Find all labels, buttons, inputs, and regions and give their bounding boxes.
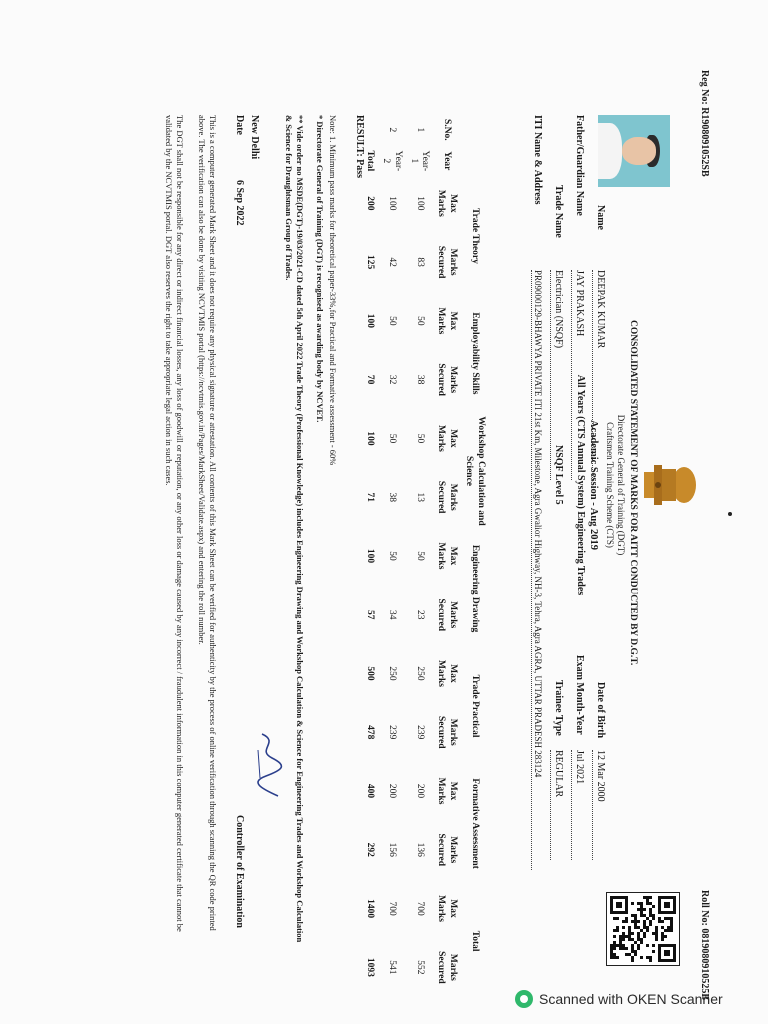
speck bbox=[728, 512, 732, 516]
note-awarding-body: * Directorate General of Training (DGT) is recognised as awarding body by NCVET. bbox=[315, 115, 325, 423]
max-marks-header: Max Marks bbox=[436, 189, 459, 217]
trade-value: Electrician (NSQF) bbox=[551, 270, 565, 480]
group-practical: Trade Practical bbox=[470, 674, 481, 738]
marks-secured-header: Marks Secured bbox=[436, 951, 459, 984]
mark-cell: 136 bbox=[414, 842, 425, 857]
iti-label: ITI Name & Address bbox=[532, 115, 543, 205]
total-cell: 100 bbox=[365, 431, 375, 446]
marks-secured-header: Marks Secured bbox=[436, 833, 459, 867]
total-row bbox=[361, 115, 377, 1000]
directorate-line: Directorate General of Training (DGT) bbox=[616, 414, 626, 556]
scheme-line: Craftsmen Training Scheme (CTS) bbox=[605, 422, 615, 548]
mark-cell: 83 bbox=[414, 257, 425, 267]
note-pass-marks: Note: 1. Minimum pass marks for theoretical paper-33%,for Practical and Formative assessment - 60% bbox=[328, 115, 338, 466]
total-cell: 125 bbox=[365, 255, 375, 270]
sno-header: S.No. bbox=[442, 119, 453, 141]
mark-cell: 34 bbox=[386, 609, 397, 620]
mark-cell: 239 bbox=[414, 725, 425, 740]
oken-logo-icon bbox=[515, 990, 533, 1008]
father-label: Father/Guardian Name bbox=[574, 115, 585, 216]
dob-label: Date of Birth bbox=[595, 682, 606, 739]
result-text: RESULT: Pass bbox=[354, 115, 365, 179]
mark-cell: 250 bbox=[414, 666, 425, 681]
marks-secured-header: Marks Secured bbox=[436, 480, 459, 514]
total-cell: 478 bbox=[365, 725, 375, 740]
total-cell: 57 bbox=[365, 609, 375, 620]
exam-label: Exam Month-Year bbox=[574, 655, 585, 735]
father-value: JAY PRAKASH bbox=[572, 270, 586, 480]
row-sno: 1 bbox=[414, 127, 425, 133]
total-label: Total bbox=[365, 150, 375, 172]
mark-cell: 50 bbox=[414, 551, 425, 561]
mark-cell: 50 bbox=[414, 433, 425, 444]
date-label: Date bbox=[234, 115, 245, 135]
group-employability: Employability Skills bbox=[470, 312, 481, 395]
group-drawing: Engineering Drawing bbox=[470, 544, 481, 633]
mark-cell: 239 bbox=[386, 725, 397, 740]
document-title: CONSOLIDATED STATEMENT OF MARKS FOR AITT CONDUCTED BY D.G.T. bbox=[628, 320, 638, 666]
group-formative: Formative Assessment bbox=[470, 778, 481, 869]
scanner-text: Scanned with OKEN Scanner bbox=[539, 991, 723, 1007]
table-row bbox=[377, 115, 405, 1000]
note-order: ** Vide order no MSDE(DGT)-19/03/2021-CD dated 5th April 2022 Trade Theory (Professional Knowledge) includes Engineering Drawing and Workshop Calculation & Science for Engineering Trades and Workshop Calculation & Science for Draughtsman Group of Trades. bbox=[284, 115, 305, 943]
place-text: New Delhi bbox=[249, 115, 260, 160]
name-label: Name bbox=[595, 205, 606, 230]
trainee-value: REGULAR bbox=[551, 750, 565, 860]
disclaimer-liability: The DGT shall not be responsible for any direct or indirect financial losses, any loss of goodwill or reputation, or any other loss or damage caused by any incorrect / fraudulent information in this computer generated certificate that cannot be validated by the NCVTMIS portal. DGT also reserves the right to take appropriate legal action in such cases. bbox=[164, 115, 185, 932]
marks-secured-header: Marks Secured bbox=[436, 363, 459, 396]
row-year: Year-1 bbox=[408, 150, 431, 172]
year-header: Year bbox=[442, 151, 453, 171]
scanner-watermark bbox=[515, 990, 723, 1008]
mark-cell: 156 bbox=[386, 842, 397, 857]
years-line: All Years (CTS Annual System) Engineering Trades bbox=[575, 374, 586, 596]
mark-cell: 541 bbox=[386, 960, 397, 975]
exam-value: Jul 2021 bbox=[572, 750, 586, 860]
dob-value: 12 Mar 2000 bbox=[593, 750, 607, 860]
qr-code bbox=[606, 892, 680, 966]
total-cell: 292 bbox=[365, 842, 375, 857]
mark-cell: 38 bbox=[414, 374, 425, 385]
date-value: 6 Sep 2022 bbox=[234, 180, 245, 226]
candidate-photo bbox=[598, 115, 670, 187]
mark-cell: 700 bbox=[414, 901, 425, 916]
mark-cell: 552 bbox=[414, 960, 425, 975]
row-sno: 2 bbox=[386, 127, 397, 133]
mark-cell: 13 bbox=[414, 492, 425, 502]
mark-cell: 50 bbox=[386, 551, 397, 561]
mark-cell: 700 bbox=[386, 901, 397, 916]
total-cell: 71 bbox=[365, 492, 375, 502]
total-cell: 400 bbox=[365, 783, 375, 799]
max-marks-header: Max Marks bbox=[436, 777, 459, 805]
max-marks-header: Max Marks bbox=[436, 660, 459, 687]
mark-cell: 38 bbox=[386, 492, 397, 502]
total-cell: 100 bbox=[365, 313, 375, 329]
group-total: Total bbox=[470, 930, 481, 952]
iti-value: PR09000129-BHAWYA PRIVATE ITI 21st Km, Milestone, Agra Gwalior Highway, NH-3, Tehra, Agra AGRA, UTTAR PRADESH 283124 bbox=[531, 270, 543, 870]
academic-session: Academic Session - Aug 2019 bbox=[588, 419, 599, 551]
mark-cell: 250 bbox=[386, 666, 397, 681]
total-cell: 1400 bbox=[365, 899, 375, 919]
marks-secured-header: Marks Secured bbox=[436, 245, 459, 279]
marksheet-page bbox=[100, 70, 710, 1000]
roll-number: Roll No: 0819080910525B bbox=[699, 890, 710, 1000]
controller-title: Controller of Examination bbox=[234, 815, 245, 928]
marks-secured-header: Marks Secured bbox=[436, 715, 459, 749]
signature-icon bbox=[250, 730, 290, 800]
marks-table bbox=[361, 115, 488, 1000]
max-marks-header: Max Marks bbox=[436, 424, 459, 452]
mark-cell: 200 bbox=[386, 783, 397, 799]
mark-cell: 200 bbox=[414, 783, 425, 799]
mark-cell: 50 bbox=[414, 316, 425, 326]
mark-cell: 100 bbox=[386, 196, 397, 211]
name-value: DEEPAK KUMAR bbox=[593, 270, 607, 480]
total-cell: 500 bbox=[365, 666, 375, 681]
mark-cell: 50 bbox=[386, 316, 397, 326]
group-trade-theory: Trade Theory bbox=[470, 208, 481, 264]
total-cell: 1093 bbox=[365, 957, 375, 977]
row-year: Year-2 bbox=[380, 150, 403, 172]
max-marks-header: Max Marks bbox=[436, 542, 459, 570]
reg-number: Reg No: R1908091052SB bbox=[699, 70, 710, 177]
total-cell: 200 bbox=[365, 196, 375, 211]
max-marks-header: Max Marks bbox=[436, 895, 459, 923]
max-marks-header: Max Marks bbox=[436, 307, 459, 335]
national-emblem-icon bbox=[640, 460, 698, 510]
total-cell: 70 bbox=[365, 374, 375, 385]
group-workshop: Workshop Calculation and Science bbox=[464, 416, 486, 526]
mark-cell: 23 bbox=[414, 609, 425, 620]
mark-cell: 50 bbox=[386, 433, 397, 444]
trainee-label: Trainee Type bbox=[553, 680, 564, 736]
total-cell: 100 bbox=[365, 548, 375, 564]
trade-label: Trade Name bbox=[553, 185, 564, 238]
mark-cell: 32 bbox=[386, 374, 397, 385]
mark-cell: 100 bbox=[414, 196, 425, 211]
nsqf-level: NSQF Level 5 bbox=[553, 445, 564, 505]
mark-cell: 42 bbox=[386, 257, 397, 267]
disclaimer-verification: This is a computer generated Mark Sheet and it does not require any physical signature or attestation. All contents of this Mark Sheet can be verified for authenticity by the process of online verification through scanning the QR code printed above. The verification can also be done by visiting NCVTMIS portal (https://ncvtmis.gov.in/Pages/MarkSheet/Validate.aspx) and entering the roll number. bbox=[197, 115, 218, 931]
marks-secured-header: Marks Secured bbox=[436, 598, 459, 631]
table-row bbox=[405, 115, 433, 1000]
